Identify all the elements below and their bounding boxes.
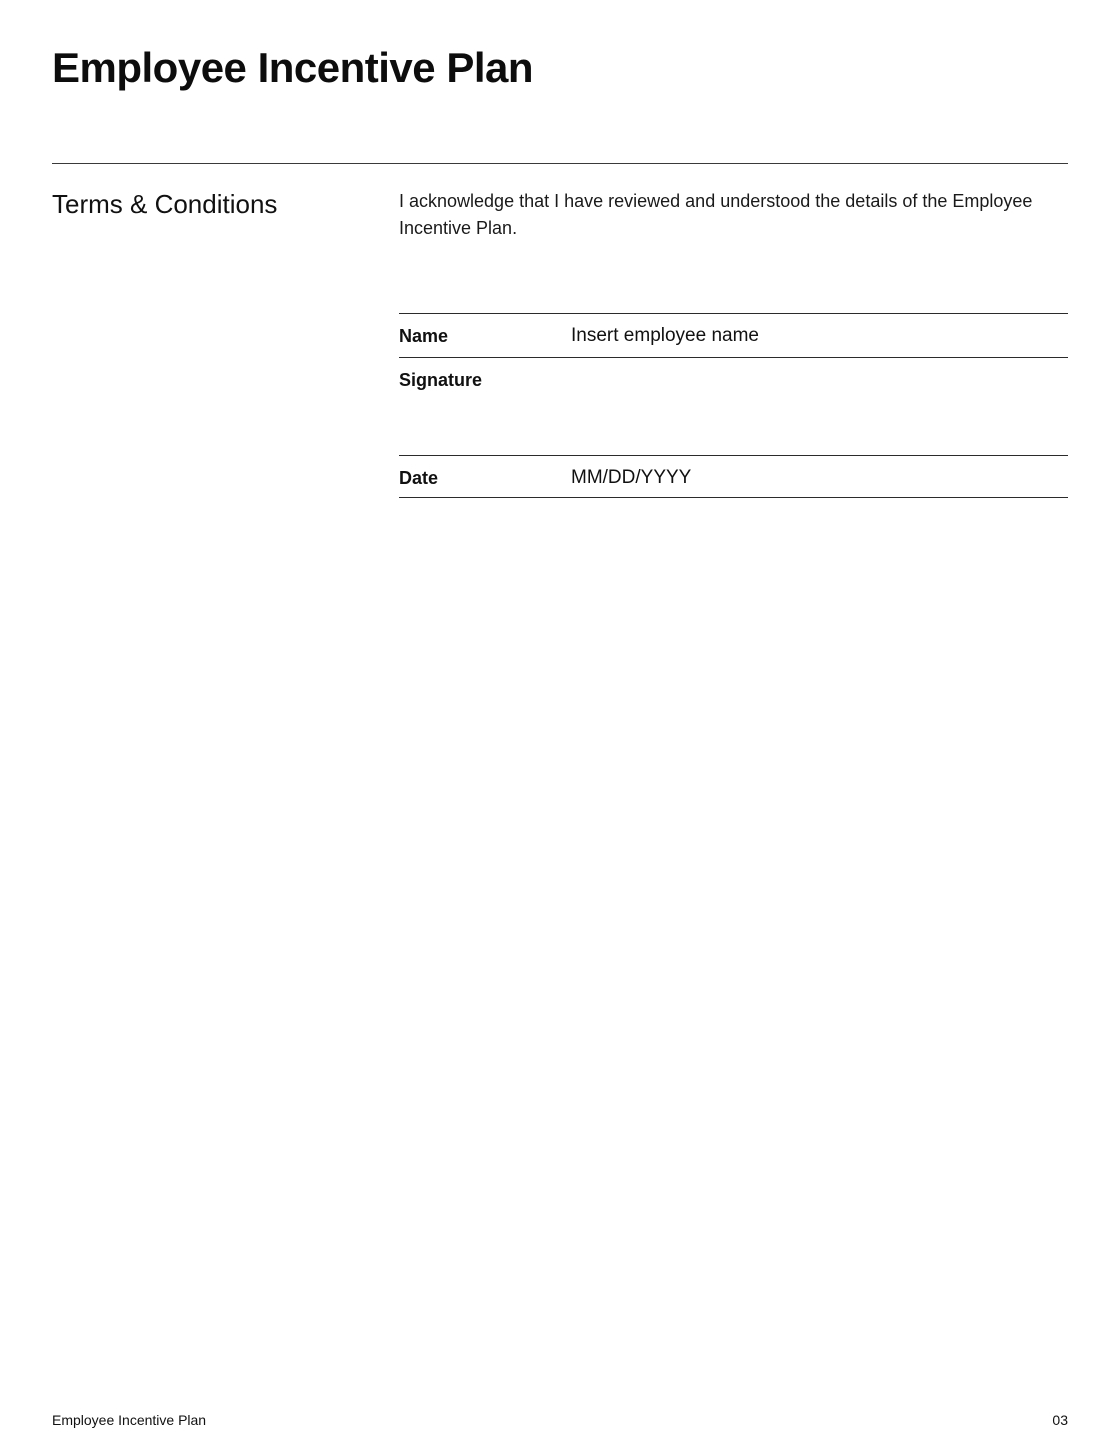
acknowledgement-text: I acknowledge that I have reviewed and understood the details of the Employee Incentive Plan. — [399, 191, 1033, 238]
footer-document-name: Employee Incentive Plan — [52, 1412, 207, 1428]
footer-page-number: 03 — [1052, 1412, 1068, 1428]
signature-label: Signature — [399, 370, 483, 390]
signature-row — [399, 358, 1068, 456]
header-divider — [52, 163, 1068, 164]
date-label: Date — [399, 468, 439, 488]
page-title: Employee Incentive Plan — [52, 44, 534, 91]
date-row — [399, 456, 1068, 498]
section-title: Terms & Conditions — [52, 189, 278, 219]
signature-form — [399, 313, 1068, 498]
name-label: Name — [399, 326, 449, 346]
date-field[interactable]: MM/DD/YYYY — [571, 467, 692, 488]
name-field[interactable]: Insert employee name — [571, 325, 759, 346]
signature-field[interactable] — [571, 366, 1068, 447]
name-row — [399, 314, 1068, 358]
